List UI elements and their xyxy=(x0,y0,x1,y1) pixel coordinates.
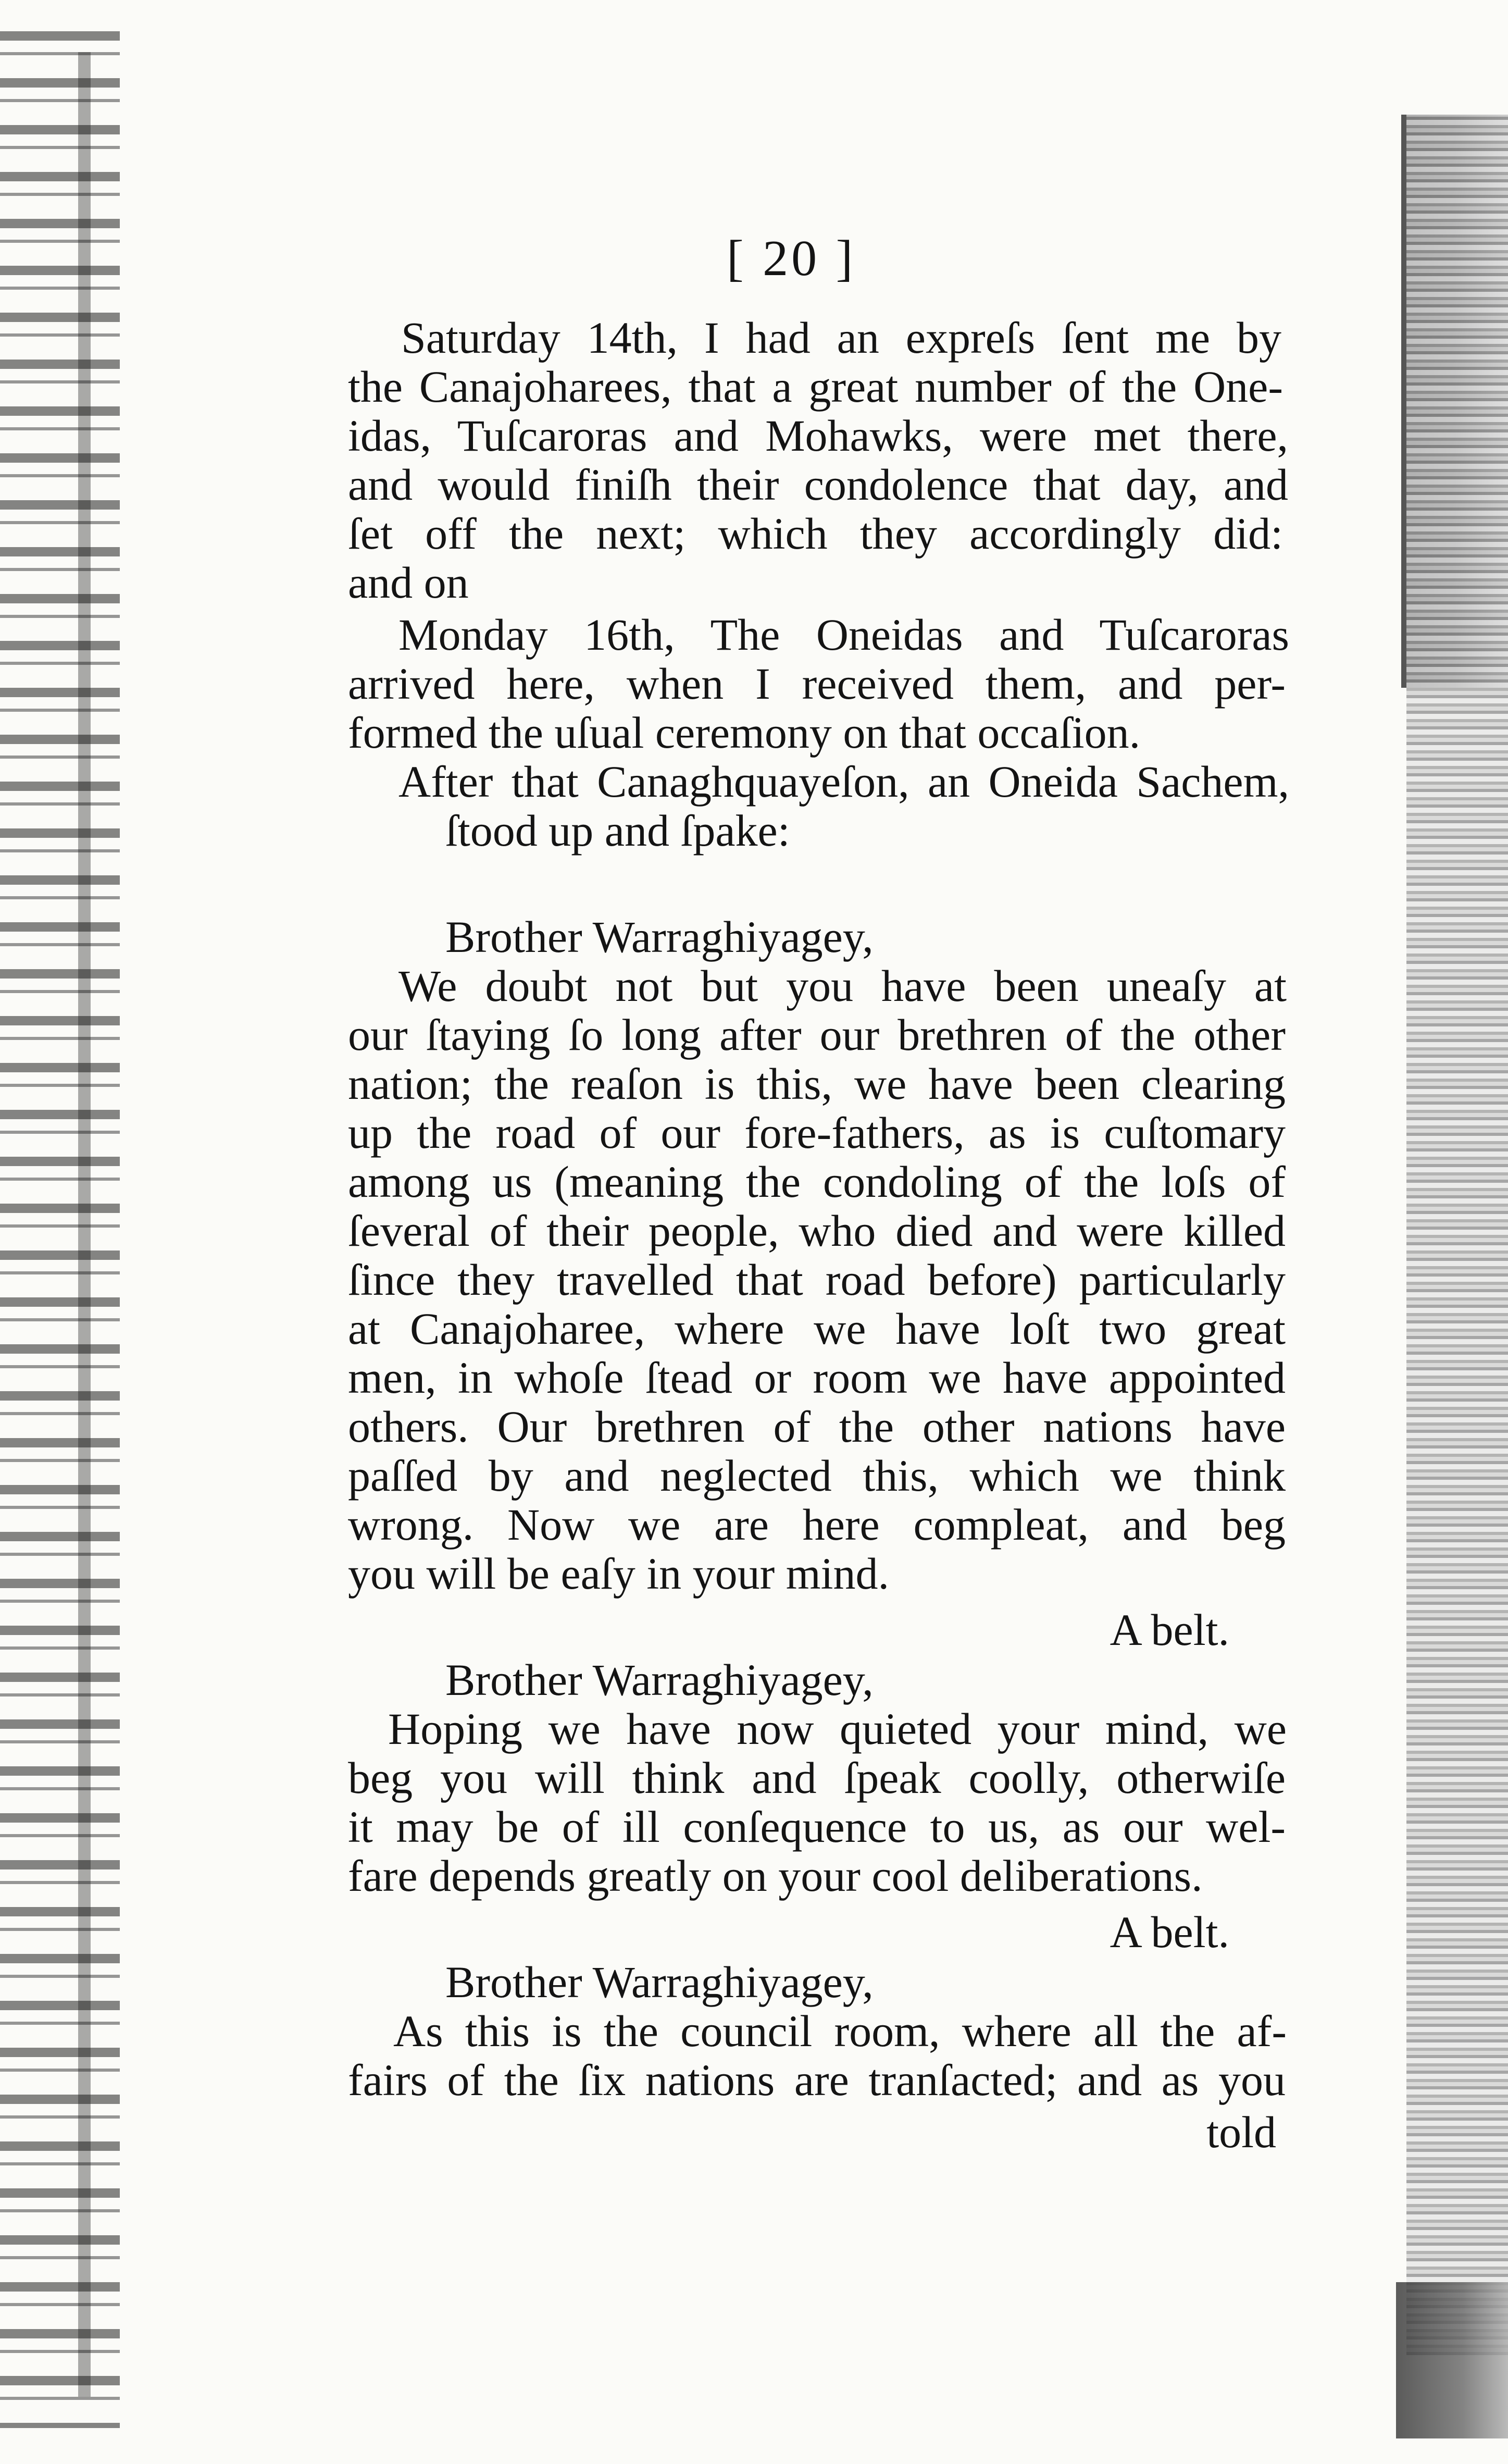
text-line: ſince they travelled that road before) particularly xyxy=(348,1255,1286,1305)
catchword: told xyxy=(1206,2107,1276,2157)
text-line: beg you will think and ſpeak coolly, otherwiſe xyxy=(348,1753,1286,1803)
page-number: [ 20 ] xyxy=(727,230,856,287)
text-line: Monday 16th, The Oneidas and Tuſcaroras xyxy=(398,610,1289,660)
speech-heading: Brother Warraghiyagey, xyxy=(445,1655,874,1705)
text-line: formed the uſual ceremony on that occaſion. xyxy=(348,708,1141,758)
text-line: Hoping we have now quieted your mind, we xyxy=(388,1704,1287,1754)
right-page-edge-shadow-bottom xyxy=(1396,2282,1508,2438)
text-line: nation; the reaſon is this, we have been clearing xyxy=(348,1059,1286,1109)
text-line: up the road of our fore-fathers, as is cuſtomary xyxy=(348,1108,1286,1158)
belt-note: A belt. xyxy=(1110,1605,1229,1655)
text-line: ſet off the next; which they accordingly did: xyxy=(348,509,1283,559)
text-line: arrived here, when I received them, and per- xyxy=(348,659,1286,709)
belt-note: A belt. xyxy=(1110,1907,1229,1957)
text-line: it may be of ill conſequence to us, as our wel- xyxy=(348,1802,1286,1852)
text-line: and on xyxy=(348,558,469,608)
text-line: men, in whoſe ſtead or room we have appointed xyxy=(348,1353,1286,1403)
text-line: ſeveral of their people, who died and were killed xyxy=(348,1206,1286,1256)
text-line: our ſtaying ſo long after our brethren of the other xyxy=(348,1010,1286,1060)
left-binding-shadow xyxy=(68,52,104,2397)
text-line: among us (meaning the condoling of the loſs of xyxy=(348,1157,1286,1207)
text-line: paſſed by and neglected this, which we think xyxy=(348,1451,1286,1501)
text-line: at Canajoharee, where we have loſt two great xyxy=(348,1304,1286,1354)
text-line: idas, Tuſcaroras and Mohawks, were met there, xyxy=(348,411,1288,461)
text-line: and would finiſh their condolence that day, and xyxy=(348,460,1288,510)
text-line: you will be eaſy in your mind. xyxy=(348,1549,890,1599)
speech-heading: Brother Warraghiyagey, xyxy=(445,1957,874,2007)
text-line: ſtood up and ſpake: xyxy=(445,806,790,856)
text-line: We doubt not but you have been uneaſy at xyxy=(398,961,1287,1011)
right-page-edge-texture xyxy=(1406,115,1508,2355)
text-line: others. Our brethren of the other nations have xyxy=(348,1402,1286,1452)
text-line: Saturday 14th, I had an expreſs ſent me by xyxy=(401,313,1281,363)
text-line: As this is the council room, where all the af- xyxy=(393,2006,1287,2056)
text-line: After that Canaghquayeſon, an Oneida Sachem, xyxy=(398,757,1289,807)
speech-heading: Brother Warraghiyagey, xyxy=(445,912,874,962)
text-line: wrong. Now we are here compleat, and beg xyxy=(348,1500,1286,1550)
text-line: fairs of the ſix nations are tranſacted; and as you xyxy=(348,2055,1286,2105)
text-line: fare depends greatly on your cool deliberations. xyxy=(348,1851,1203,1901)
text-line: the Canajoharees, that a great number of the One- xyxy=(348,362,1283,412)
